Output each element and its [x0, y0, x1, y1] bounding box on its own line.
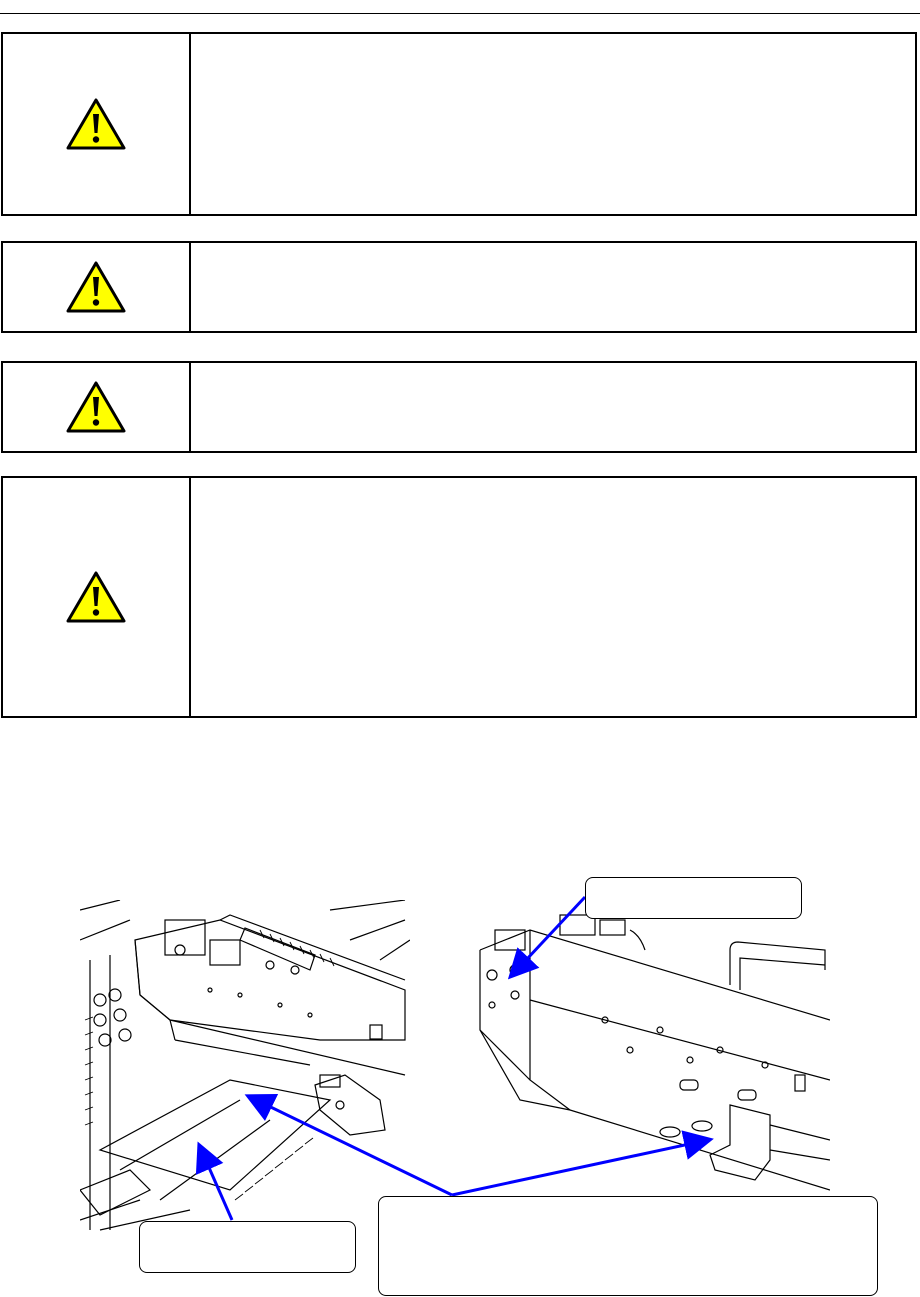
arrow-bottom-to-left: [250, 1097, 452, 1195]
arrow-right-top: [512, 897, 585, 975]
left-callout: [139, 1221, 356, 1273]
arrow-left: [200, 1147, 232, 1220]
arrow-bottom-to-right: [452, 1140, 708, 1195]
right-top-callout: [585, 877, 802, 919]
bottom-shared-callout: [378, 1196, 878, 1296]
